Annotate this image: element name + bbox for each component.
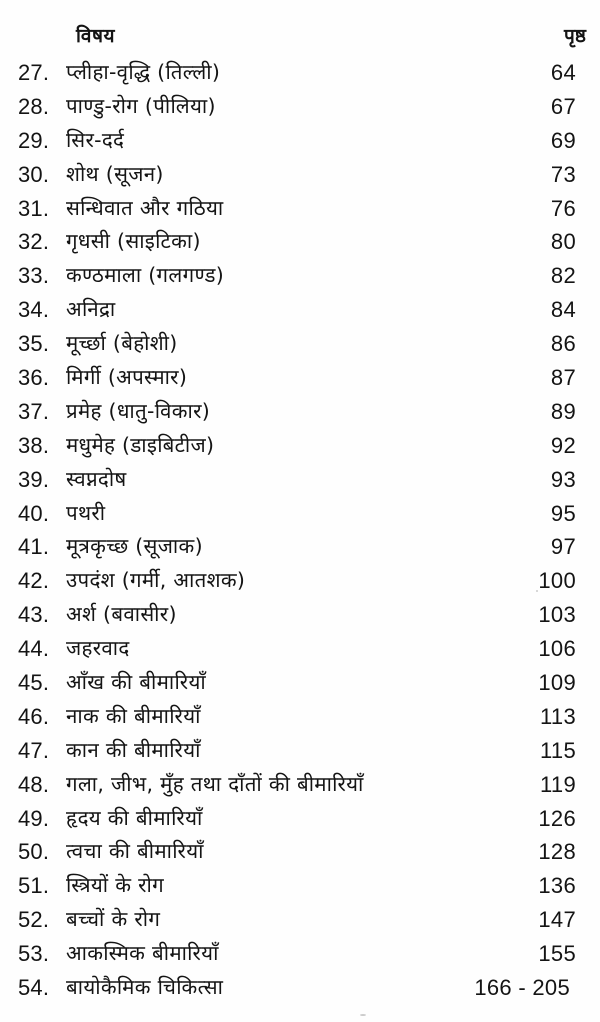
toc-entry-page: 92	[550, 432, 576, 458]
toc-entry-title: पाण्डु-रोग (पीलिया)	[66, 93, 216, 118]
toc-entry	[0, 530, 600, 564]
toc-entry-number: 54.	[18, 975, 50, 1001]
toc-entry	[0, 869, 600, 903]
toc-entry	[0, 293, 600, 327]
toc-entry-page: 86	[550, 331, 576, 357]
toc-entry-number: 40.	[18, 500, 50, 526]
toc-entry	[0, 361, 600, 395]
toc-entry-page: 126	[538, 805, 576, 831]
toc-entry-page: 80	[550, 229, 576, 255]
toc-entry	[0, 429, 600, 463]
toc-entry	[0, 734, 600, 768]
toc-entry	[0, 56, 600, 90]
toc-entry	[0, 802, 600, 836]
toc-entry-number: 33.	[18, 263, 50, 289]
toc-entry-number: 48.	[18, 771, 50, 797]
toc-entry-number: 39.	[18, 466, 50, 492]
toc-entry-title: गृधसी (साइटिका)	[66, 229, 201, 254]
toc-entry-title: जहरवाद	[66, 636, 130, 661]
toc-entry-title: बायोकैमिक चिकित्सा	[66, 975, 224, 1000]
toc-entry-page: 100	[538, 568, 576, 594]
toc-entry-page: 76	[550, 195, 576, 221]
toc-entry-title: हृदय की बीमारियाँ	[66, 805, 203, 830]
scan-speck	[360, 1014, 366, 1016]
toc-header	[0, 18, 600, 52]
toc-entry-title: नाक की बीमारियाँ	[66, 703, 201, 728]
toc-entry	[0, 225, 600, 259]
toc-entry-page: 155	[538, 941, 576, 967]
page-column-heading: पृष्ठ	[564, 25, 586, 47]
toc-entry	[0, 937, 600, 971]
toc-entry-title: आकस्मिक बीमारियाँ	[66, 941, 219, 966]
toc-entry-page: 82	[550, 263, 576, 289]
toc-entry-number: 50.	[18, 839, 50, 865]
toc-entry	[0, 497, 600, 531]
toc-entry	[0, 463, 600, 497]
toc-entry-number: 47.	[18, 737, 50, 763]
toc-entry-number: 29.	[18, 127, 50, 153]
toc-entry-title: आँख की बीमारियाँ	[66, 670, 206, 695]
toc-entry-page: 109	[538, 670, 576, 696]
toc-entry-page: 115	[540, 737, 576, 763]
toc-entry-number: 51.	[18, 873, 50, 899]
toc-entry-page: 69	[550, 127, 576, 153]
toc-entry	[0, 124, 600, 158]
toc-entry-title: मिर्गी (अपस्मार)	[66, 365, 188, 390]
toc-entry-number: 35.	[18, 331, 50, 357]
toc-entry-number: 45.	[18, 670, 50, 696]
toc-entry-page: 128	[538, 839, 576, 865]
toc-entry	[0, 327, 600, 361]
toc-entry-number: 32.	[18, 229, 50, 255]
toc-entry	[0, 90, 600, 124]
subject-column-heading: विषय	[76, 25, 115, 47]
toc-entry-number: 52.	[18, 907, 50, 933]
toc-entry-title: स्वप्नदोष	[66, 466, 127, 491]
toc-entry-title: सिर-दर्द	[66, 127, 125, 152]
toc-entry	[0, 768, 600, 802]
toc-entry-page: 95	[550, 500, 576, 526]
toc-entry-page: 166 - 205	[474, 975, 570, 1001]
toc-entry	[0, 158, 600, 192]
toc-entry-page: 106	[538, 636, 576, 662]
toc-entry	[0, 632, 600, 666]
toc-entry-title: अनिद्रा	[66, 297, 116, 322]
toc-entry	[0, 564, 600, 598]
toc-entry-title: बच्चों के रोग	[66, 907, 161, 932]
toc-entry-title: उपदंश (गर्मी, आतशक)	[66, 568, 246, 593]
toc-entry	[0, 192, 600, 226]
toc-entry-number: 49.	[18, 805, 50, 831]
toc-entry-page: 119	[540, 771, 576, 797]
toc-entry-number: 31.	[18, 195, 50, 221]
toc-entry-title: मूर्च्छा (बेहोशी)	[66, 331, 178, 356]
toc-entry	[0, 971, 600, 1005]
toc-entry-number: 37.	[18, 398, 50, 424]
toc-entry-number: 53.	[18, 941, 50, 967]
toc-entry	[0, 259, 600, 293]
toc-entry-title: शोथ (सूजन)	[66, 161, 164, 186]
toc-entry-page: 113	[540, 703, 576, 729]
toc-entry-page: 87	[550, 365, 576, 391]
toc-entry-page: 84	[550, 297, 576, 323]
toc-entry-page: 67	[550, 93, 576, 119]
toc-entry-number: 36.	[18, 365, 50, 391]
toc-entry-title: कण्ठमाला (गलगण्ड)	[66, 263, 225, 288]
toc-entry	[0, 700, 600, 734]
toc-entry-number: 44.	[18, 636, 50, 662]
toc-entry-number: 34.	[18, 297, 50, 323]
toc-entry-page: 64	[550, 60, 576, 85]
toc-entry-page: 97	[550, 534, 576, 560]
toc-entry	[0, 903, 600, 937]
toc-entry	[0, 666, 600, 700]
toc-entry-number: 43.	[18, 602, 50, 628]
toc-entry-page: 89	[550, 398, 576, 424]
toc-entry	[0, 598, 600, 632]
toc-entry-title: गला, जीभ, मुँह तथा दाँतों की बीमारियाँ	[66, 771, 364, 796]
toc-entry-title: सन्धिवात और गठिया	[66, 195, 224, 220]
toc-entry-number: 46.	[18, 703, 50, 729]
toc-entry-page: 136	[538, 873, 576, 899]
toc-entry-page: 103	[538, 602, 576, 628]
toc-list	[0, 56, 600, 1005]
toc-entry-page: 73	[550, 161, 576, 187]
toc-entry	[0, 395, 600, 429]
toc-entry-title: प्लीहा-वृद्धि (तिल्ली)	[66, 60, 221, 84]
toc-entry-title: अर्श (बवासीर)	[66, 602, 177, 627]
scan-speck	[536, 590, 538, 592]
toc-entry-number: 41.	[18, 534, 50, 560]
toc-entry-title: त्वचा की बीमारियाँ	[66, 839, 204, 864]
toc-entry-title: कान की बीमारियाँ	[66, 737, 201, 762]
toc-entry-number: 42.	[18, 568, 50, 594]
toc-entry-number: 27.	[18, 60, 50, 85]
toc-entry-title: मूत्रकृच्छ (सूजाक)	[66, 534, 203, 559]
toc-entry-page: 93	[550, 466, 576, 492]
toc-entry-page: 147	[538, 907, 576, 933]
toc-entry-number: 28.	[18, 93, 50, 119]
toc-entry-number: 30.	[18, 161, 50, 187]
toc-entry-number: 38.	[18, 432, 50, 458]
toc-entry-title: मधुमेह (डाइबिटीज)	[66, 432, 215, 457]
toc-entry	[0, 835, 600, 869]
toc-entry-title: पथरी	[66, 500, 106, 525]
toc-entry-title: स्त्रियों के रोग	[66, 873, 164, 898]
toc-entry-title: प्रमेह (धातु-विकार)	[66, 398, 211, 423]
